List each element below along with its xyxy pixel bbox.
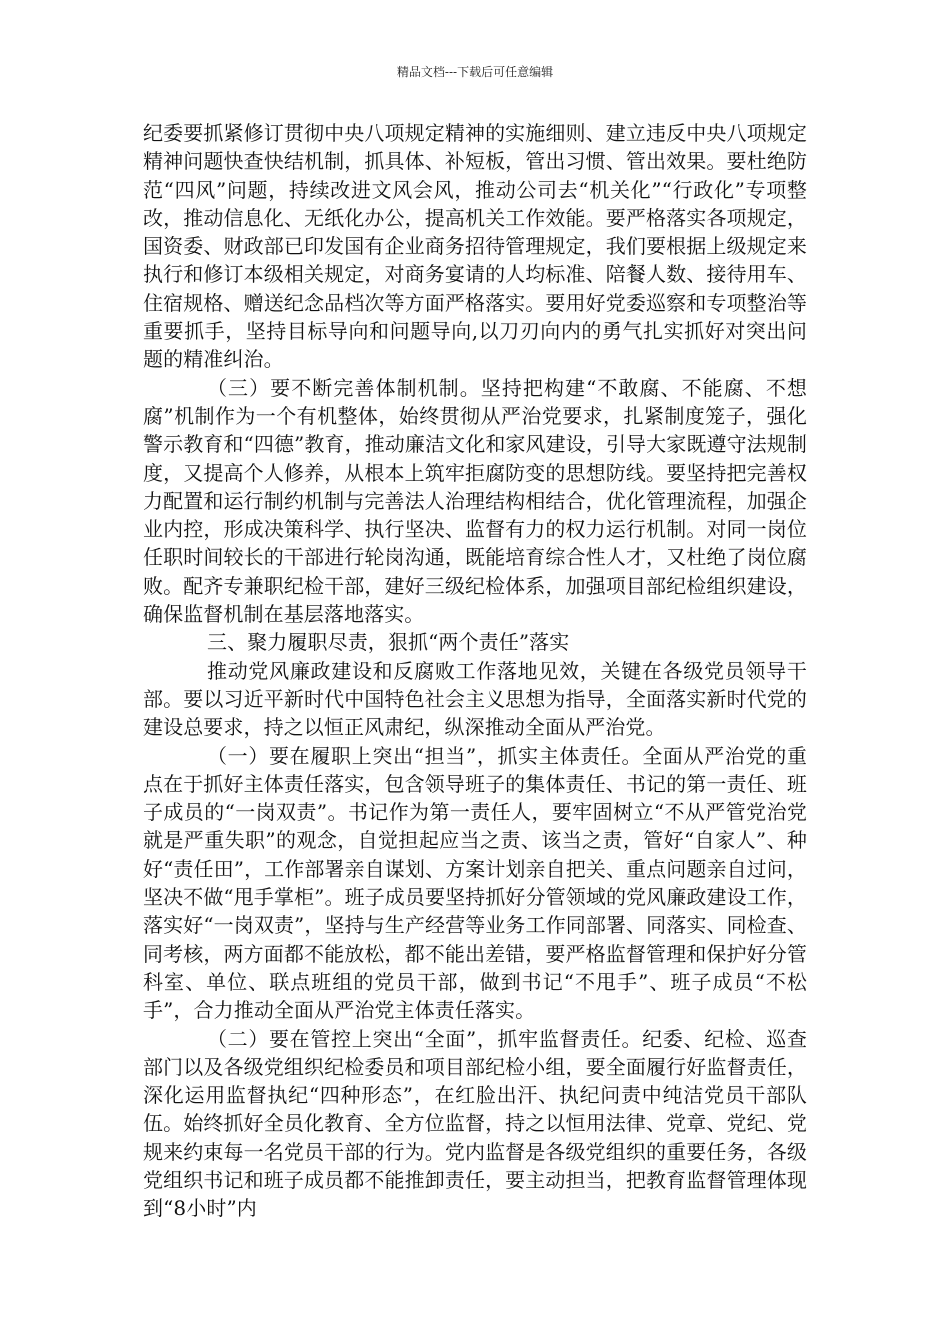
section-heading: 三、聚力履职尽责，狠抓“两个责任”落实 bbox=[207, 630, 570, 655]
paragraph-continuation: 纪委要抓紧修订贯彻中央八项规定精神的实施细则、建立违反中央八项规定精神问题快查快结机制，抓具体、补短板，管出习惯、管出效果。要杜绝防范“四风”问题，持续改进文风会风，推动公司去“机关化”“行政化”专项整改，推动信息化、无纸化办公，提高机关工作效能。要严格落实各项规定，国资委、财政部已印发国有企业商务招待管理规定，我们要根据上级规定来执行和修订本级相关规定，对商务宴请的人均标准、陪餐人数、接待用车、住宿规格、赠送纪念品档次等方面严格落实。要用好党委巡察和专项整治等重要抓手，坚持目标导向和问题导向,以刀刃向内的勇气扎实抓好对突出问题的精准纠治。 bbox=[143, 121, 807, 372]
paragraph-section-3: （三）要不断完善体制机制。坚持把构建“不敢腐、不能腐、不想腐”机制作为一个有机整体，始终贯彻从严治党要求，扎紧制度笼子，强化警示教育和“四德”教育，推动廉洁文化和家风建设，引导大家既遵守法规制度，又提高个人修养，从根本上筑牢拒腐防变的思想防线。要坚持把完善权力配置和运行制约机制与完善法人治理结构相结合，优化管理流程，加强企业内控，形成决策科学、执行坚决、监督有力的权力运行机制。对同一岗位任职时间较长的干部进行轮岗沟通，既能培育综合性人才，又杜绝了岗位腐败。配齐专兼职纪检干部，建好三级纪检体系，加强项目部纪检组织建设，确保监督机制在基层落地落实。 bbox=[143, 375, 807, 627]
page-header: 精品文档---下载后可任意编辑 bbox=[396, 65, 554, 79]
paragraph-subsection-1: （一）要在履职上突出“担当”，抓实主体责任。全面从严治党的重点在于抓好主体责任落实，包含领导班子的集体责任、书记的第一责任、班子成员的“一岗双责”。书记作为第一责任人，要牢固树立“不从严管党治党就是严重失职”的观念，自觉担起应当之责、该当之责，管好“自家人”、种好“责任田”，工作部署亲自谋划、方案计划亲自把关、重点问题亲自过问，坚决不做“甩手掌柜”。班子成员要坚持抓好分管领域的党风廉政建设工作，落实好“一岗双责”，坚持与生产经营等业务工作同部署、同落实、同检查、同考核，两方面都不能放松，都不能出差错，要严格监督管理和保护好分管科室、单位、联点班组的党员干部，做到书记“不甩手”、班子成员“不松手”，合力推动全面从严治党主体责任落实。 bbox=[143, 743, 807, 1023]
paragraph-intro: 推动党风廉政建设和反腐败工作落地见效，关键在各级党员领导干部。要以习近平新时代中国特色社会主义思想为指导，全面落实新时代党的建设总要求，持之以恒正风肃纪，纵深推动全面从严治党。 bbox=[143, 658, 807, 740]
paragraph-subsection-2: （二）要在管控上突出“全面”，抓牢监督责任。纪委、纪检、巡查部门以及各级党组织纪检委员和项目部纪检小组，要全面履行好监督责任，深化运用监督执纪“四种形态”，在红脸出汗、执纪问责中纯洁党员干部队伍。始终抓好全员化教育、全方位监督，持之以恒用法律、党章、党纪、党规来约束每一名党员干部的行为。党内监督是各级党组织的重要任务，各级党组织书记和班子成员都不能推卸责任，要主动担当，把教育监督管理体现到“8小时”内 bbox=[143, 1026, 807, 1221]
document-body bbox=[143, 119, 807, 1223]
